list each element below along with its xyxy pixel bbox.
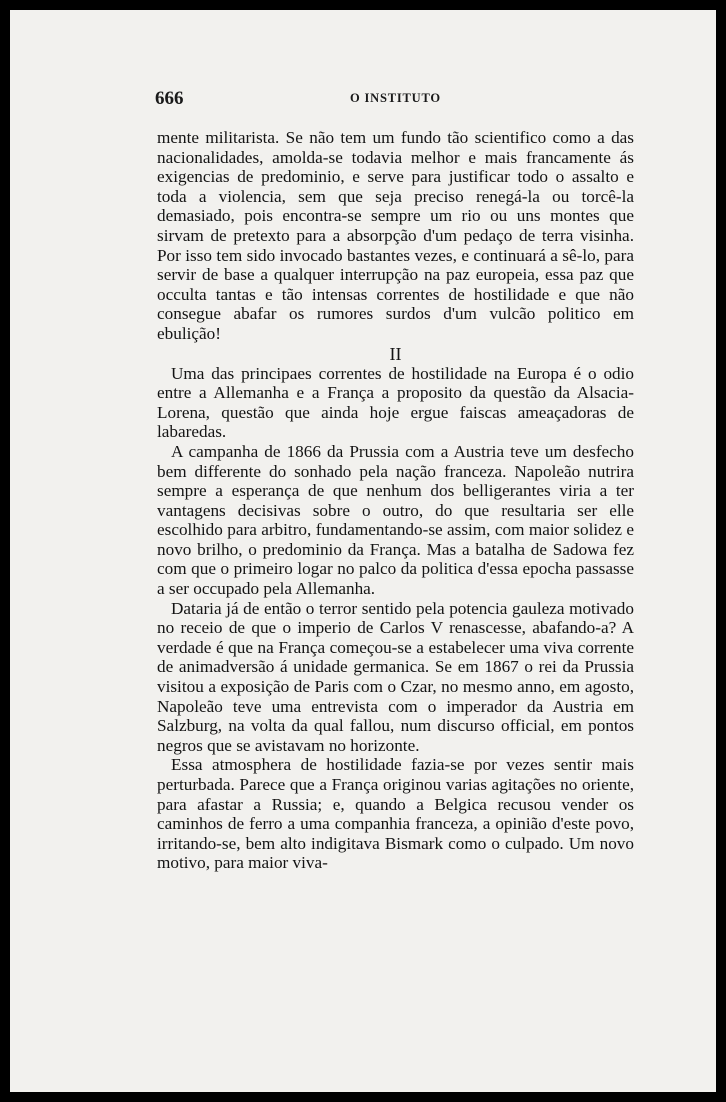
section-heading: II bbox=[389, 343, 402, 364]
page-number: 666 bbox=[155, 88, 184, 109]
paragraph: Essa atmosphera de hostilidade fazia-se por vezes sentir mais perturbada. Parece que a França originou varias agitações no oriente, para afastar a Russia; e, quando a Belgica recusou vender os caminhos de ferro a uma companhia franceza, a opinião d'este povo, irritando-se, bem alto indigitava Bismark como o culpado. Um novo motivo, para maior viva- bbox=[157, 755, 634, 873]
paragraph: Uma das principaes correntes de hostilidade na Europa é o odio entre a Allemanha e a França a proposito da questão da Alsacia-Lorena, questão que ainda hoje ergue faiscas ameaçadoras de labaredas. bbox=[157, 363, 634, 442]
page-header bbox=[155, 88, 635, 112]
paragraph: Dataria já de então o terror sentido pela potencia gauleza motivado no receio de que o imperio de Carlos V renascesse, abafando-a? A verdade é que na França começou-se a estabelecer uma viva corrente de animadversão á unidade germanica. Se em 1867 o rei da Prussia visitou a exposição de Paris com o Czar, no mesmo anno, em agosto, Napoleão teve uma entrevista com o imperador da Austria em Salzburg, na volta da qual fallou, num discurso official, em pontos negros que se avistavam no horizonte. bbox=[157, 598, 634, 755]
body-text bbox=[157, 128, 634, 873]
paragraph: A campanha de 1866 da Prussia com a Austria teve um desfecho bem differente do sonhado pela nação franceza. Napoleão nutrira sempre a esperança de que nenhum dos belligerantes viria a ter vantagens decisivas sobre o outro, do que resultaria ser elle escolhido para arbitro, fundamentando-se assim, com maior solidez e novo brilho, o predominio da França. Mas a batalha de Sadowa fez com que o primeiro logar no palco da politica d'essa epocha passasse a ser occupado pela Allemanha. bbox=[157, 441, 634, 599]
running-title: O INSTITUTO bbox=[350, 91, 441, 105]
book-page bbox=[10, 10, 716, 1092]
paragraph-continuation: mente militarista. Se não tem um fundo tão scientifico como a das nacionalidades, amolda-se todavia melhor e mais francamente ás exigencias de predominio, e serve para justificar todo o assalto e toda a violencia, sem que seja preciso renegá-la ou torcê-la demasiado, pois encontra-se sempre um rio ou uns montes que sirvam de pretexto para a absorpção d'um pedaço de terra visinha. Por isso tem sido invocado bastantes vezes, e continuará a sê-lo, para servir de base a qualquer interrupção na paz europeia, essa paz que occulta tantas e tão intensas correntes de hostilidade e que não consegue abafar os rumores surdos d'um vulcão politico em ebulição! bbox=[157, 128, 634, 343]
